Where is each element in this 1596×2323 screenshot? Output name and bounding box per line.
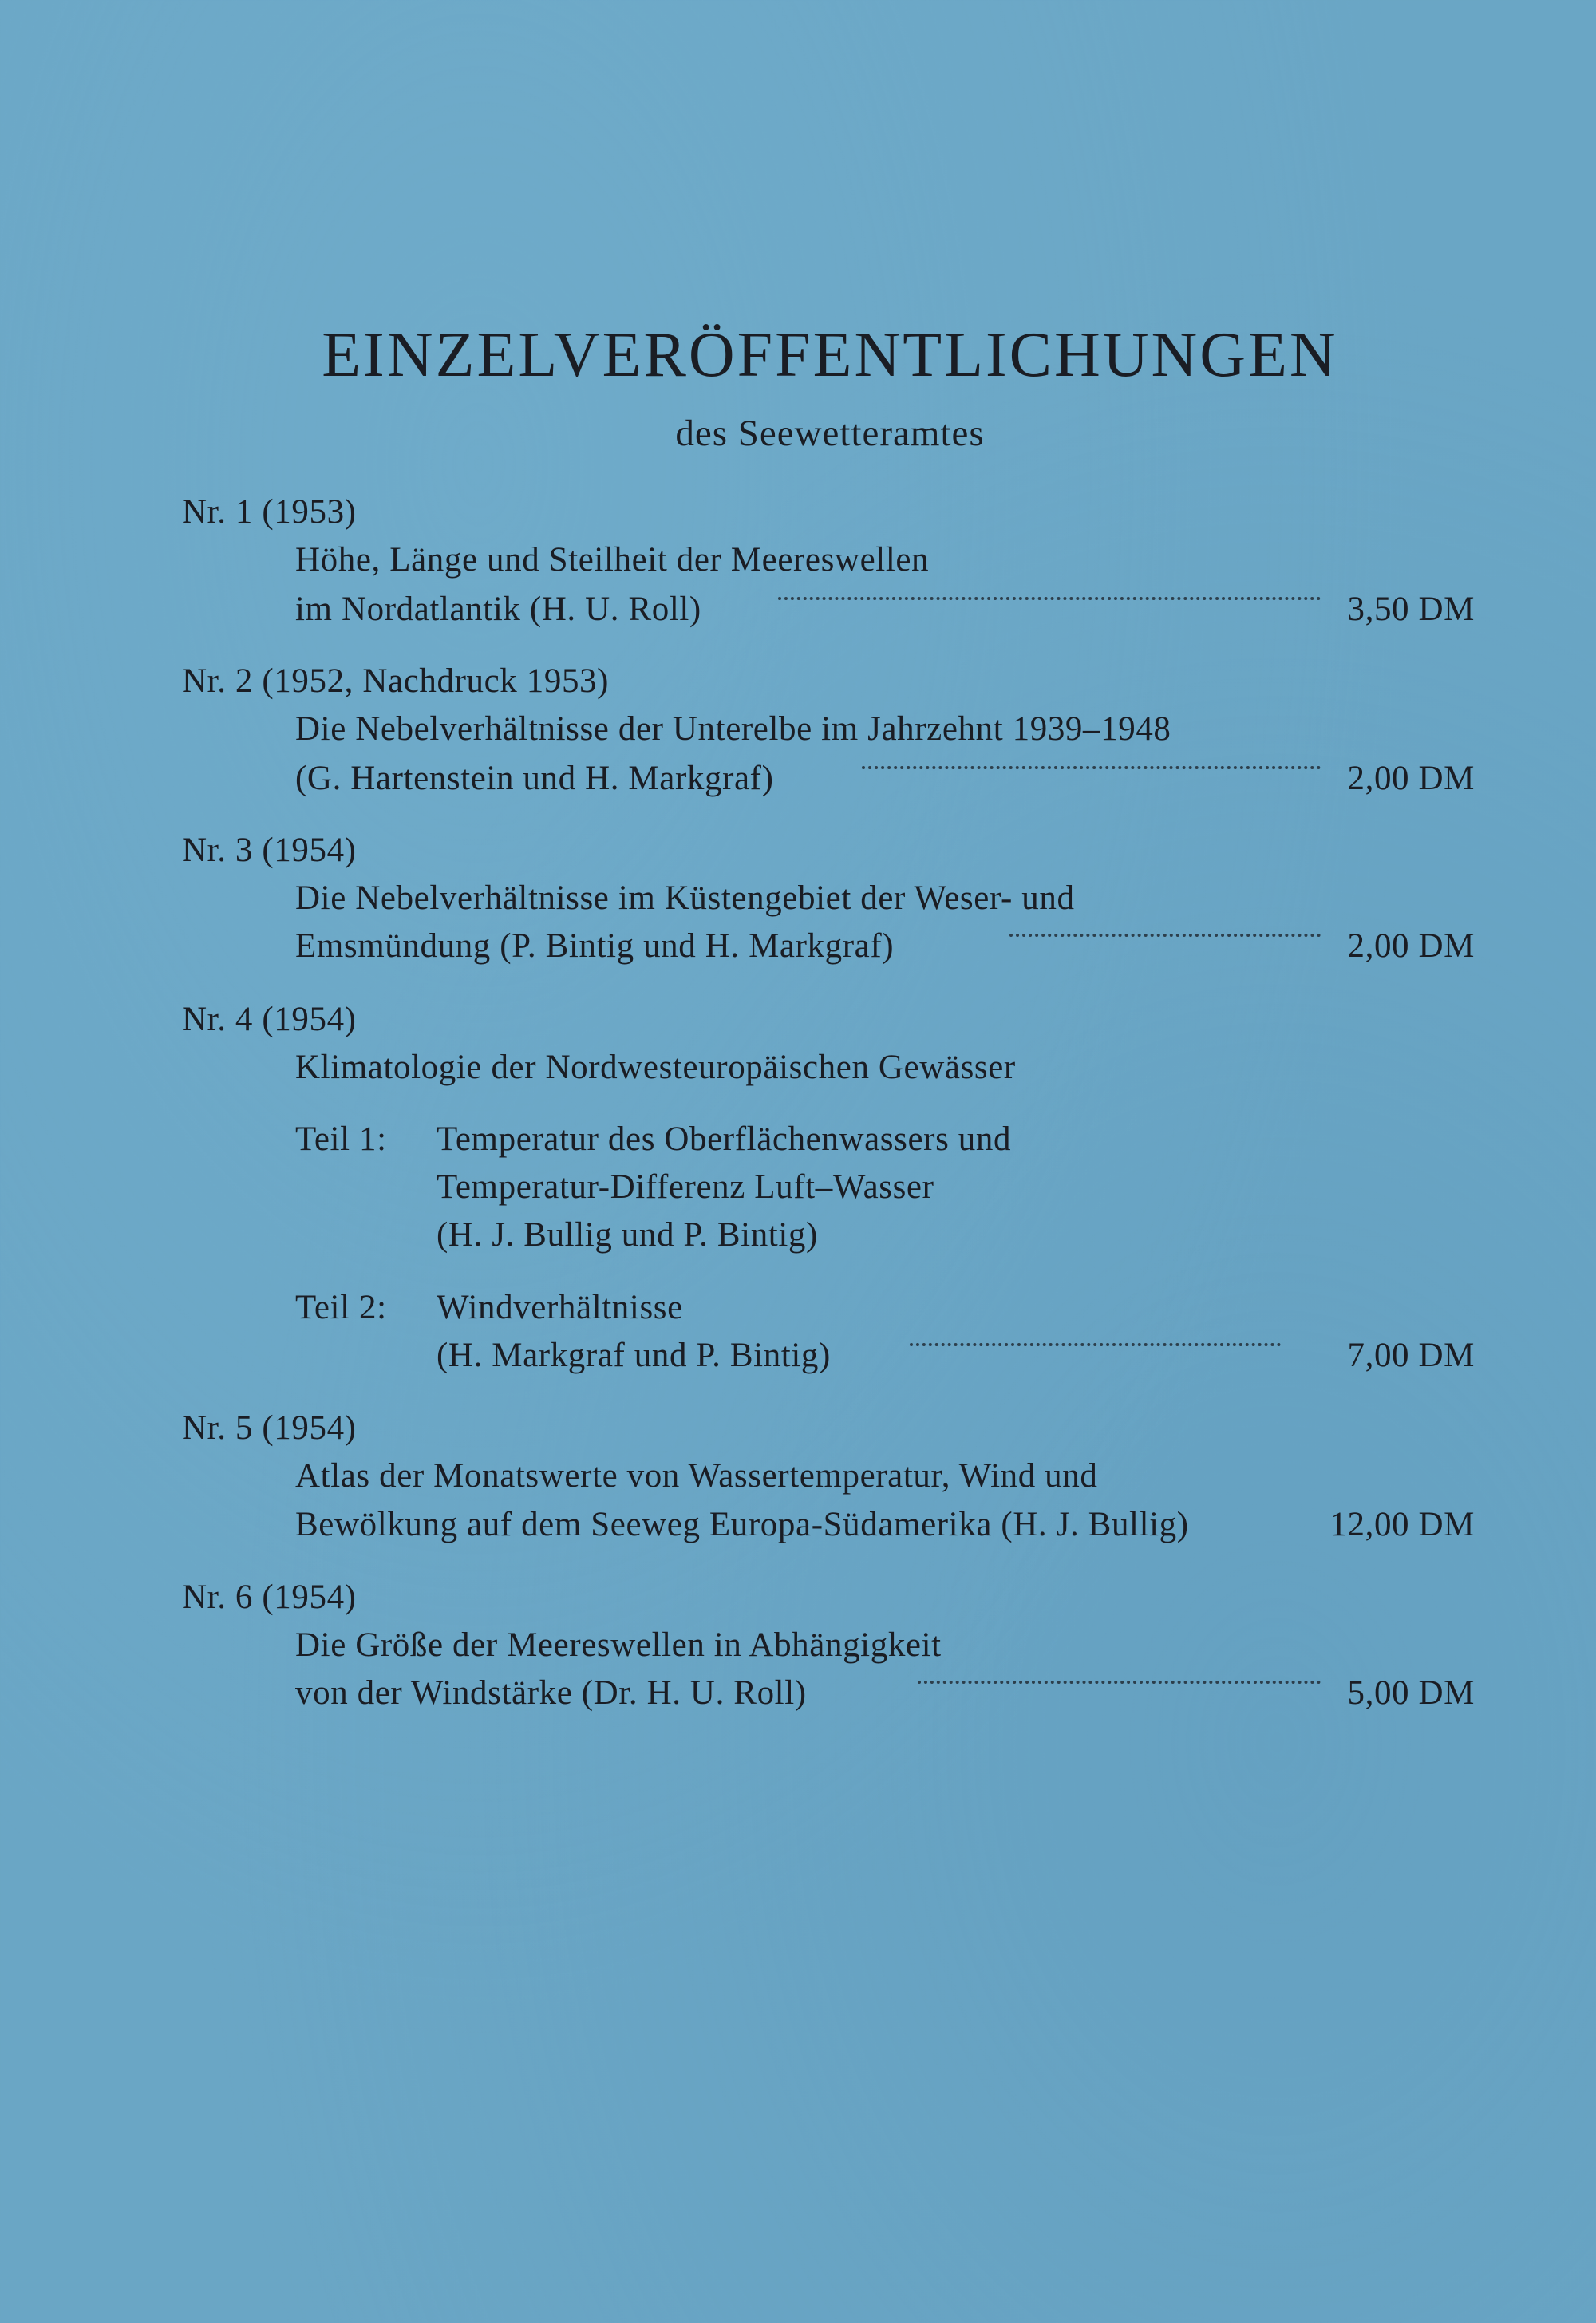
entry-price: 5,00 DM (1347, 1674, 1475, 1712)
dot-leader (1009, 927, 1321, 937)
part-line: Temperatur-Differenz Luft–Wasser (437, 1168, 934, 1206)
dot-leader (862, 760, 1321, 769)
entry-number: Nr. 5 (1954) (182, 1409, 357, 1447)
entry-number: Nr. 6 (1954) (182, 1578, 357, 1616)
entry-price: 3,50 DM (1347, 591, 1475, 628)
dot-leader (918, 1674, 1321, 1684)
entry-price: 12,00 DM (1329, 1506, 1475, 1543)
entry-title-line: im Nordatlantik (H. U. Roll) (295, 591, 701, 628)
entry-title-line: Emsmündung (P. Bintig und H. Markgraf) (295, 927, 895, 965)
entry-title-line: Die Nebelverhältnisse im Küstengebiet der Weser- und (295, 879, 1075, 917)
entry-title-line: von der Windstärke (Dr. H. U. Roll) (295, 1674, 807, 1712)
part-label: Teil 1: (295, 1120, 387, 1158)
part-line: (H. J. Bullig und P. Bintig) (437, 1216, 818, 1254)
entry-number: Nr. 4 (1954) (182, 1001, 357, 1038)
part-line: Temperatur des Oberflächenwassers und (437, 1120, 1012, 1158)
entry-number: Nr. 2 (1952, Nachdruck 1953) (182, 662, 610, 700)
entry-title-line: Die Nebelverhältnisse der Unterelbe im Jahrzehnt 1939–1948 (295, 710, 1171, 748)
dot-leader (778, 591, 1321, 600)
entry-title-line: Die Größe der Meereswellen in Abhängigkeit (295, 1626, 942, 1664)
entry-title-line: Atlas der Monatswerte von Wassertemperatur, Wind und (295, 1457, 1098, 1495)
part-label: Teil 2: (295, 1289, 387, 1326)
page-subtitle: des Seewetteramtes (675, 413, 985, 454)
entry-title-line: (G. Hartenstein und H. Markgraf) (295, 760, 774, 797)
part-line: (H. Markgraf und P. Bintig) (437, 1337, 831, 1374)
entry-title-line: Bewölkung auf dem Seeweg Europa-Südamerika (H. J. Bullig) (295, 1506, 1189, 1543)
entry-price: 2,00 DM (1347, 927, 1475, 965)
dot-leader (910, 1337, 1281, 1346)
entry-price: 7,00 DM (1347, 1337, 1475, 1374)
part-line: Windverhältnisse (437, 1289, 683, 1326)
entry-title-line: Klimatologie der Nordwesteuropäischen Gewässer (295, 1049, 1016, 1086)
entry-price: 2,00 DM (1347, 760, 1475, 797)
entry-number: Nr. 1 (1953) (182, 493, 357, 531)
entry-title-line: Höhe, Länge und Steilheit der Meereswellen (295, 541, 930, 579)
entry-number: Nr. 3 (1954) (182, 832, 357, 869)
page-title: EINZELVERÖFFENTLICHUNGEN (322, 320, 1338, 390)
